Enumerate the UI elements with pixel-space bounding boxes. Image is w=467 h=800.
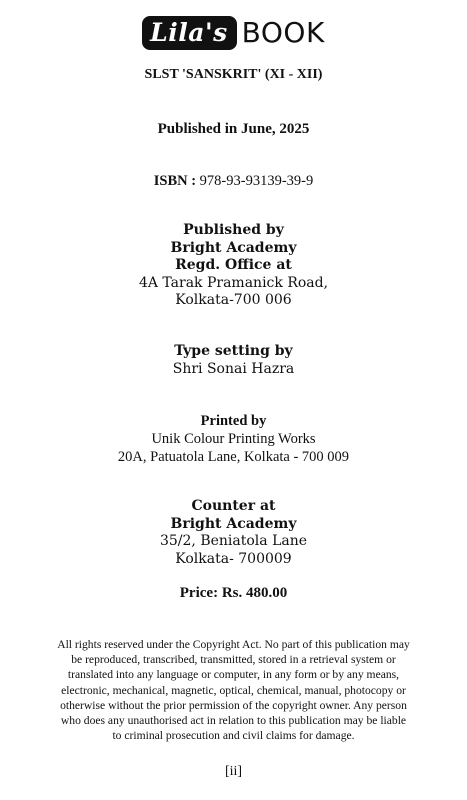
rights-line: All rights reserved under the Copyright Act. No part of this publication may [57, 638, 410, 651]
printer-block [0, 412, 467, 466]
publisher-heading: Published by [183, 222, 284, 238]
logo-badge: Lila's [142, 16, 237, 50]
publisher-address-line1: 4A Tarak Pramanick Road, [138, 274, 329, 291]
counter-heading: Counter at [191, 498, 276, 514]
rights-line: to criminal prosecution and civil claims for damage. [112, 729, 355, 743]
isbn-label: ISBN : [153, 173, 197, 189]
typesetting-block [0, 343, 467, 378]
printer-heading: Printed by [200, 413, 267, 429]
counter-address-line2: Kolkata- 700009 [175, 550, 292, 567]
rights-line: translated into any language or computer, in any form or by any means, [67, 668, 400, 682]
price: Price: Rs. 480.00 [179, 585, 288, 601]
logo-word: BOOK [241, 16, 325, 49]
isbn-value: 978-93-93139-39-9 [199, 173, 314, 189]
series-title: SLST 'SANSKRIT' (XI - XII) [144, 67, 323, 82]
rights-line: otherwise without the prior permission of the copyright owner. Any person [60, 698, 407, 712]
isbn [0, 173, 467, 190]
counter-address-line1: 35/2, Beniatola Lane [159, 533, 308, 549]
publisher-office-label: Regd. Office at [175, 257, 292, 273]
page-number: [ii] [224, 764, 243, 779]
rights-line: electronic, mechanical, magnetic, optical, chemical, manual, photocopy or [61, 683, 406, 697]
printer-address: 20A, Patuatola Lane, Kolkata - 700 009 [117, 449, 350, 465]
publisher-logo [0, 16, 467, 50]
publisher-name: Bright Academy [170, 239, 297, 256]
typesetting-heading: Type setting by [174, 343, 293, 359]
rights-notice [20, 637, 447, 743]
publisher-address-line2: Kolkata-700 006 [175, 292, 292, 308]
counter-name: Bright Academy [170, 515, 297, 532]
rights-line: be reproduced, transcribed, transmitted, stored in a retrieval system or [71, 653, 396, 667]
rights-line: who does any unauthorised act in relation to this publication may be liable [60, 714, 407, 728]
publisher-block [0, 222, 467, 310]
published-date: Published in June, 2025 [157, 121, 310, 137]
counter-block [0, 498, 467, 568]
typesetting-name: Shri Sonai Hazra [172, 360, 295, 377]
printer-name: Unik Colour Printing Works [151, 431, 316, 447]
